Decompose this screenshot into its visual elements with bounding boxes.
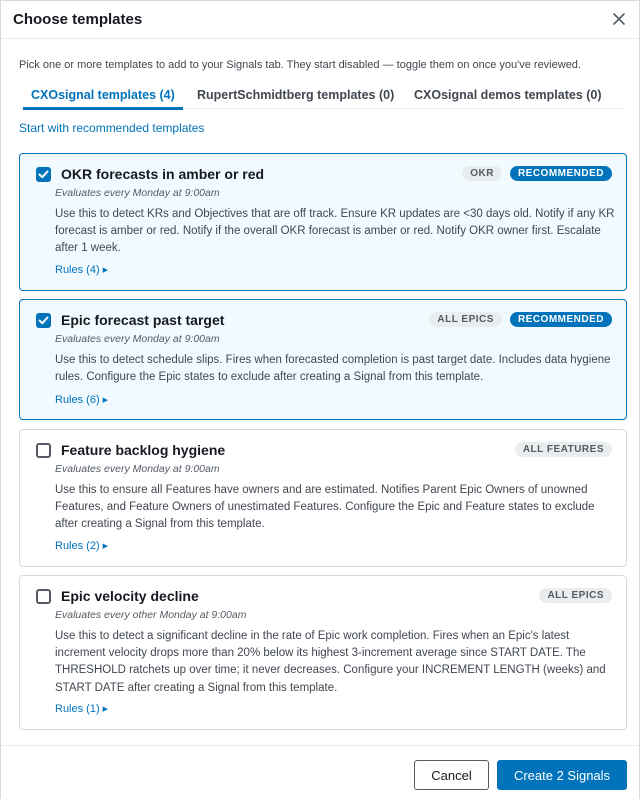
template-badges <box>539 588 612 603</box>
template-description: Use this to detect KRs and Objectives that are off track. Ensure KR updates are <30 days old. Notify if any KR forecast is amber or red. Notify if the overall OKR forecast is amber or red. Notify OKR owner first. Escalate after 1 week. <box>55 208 615 255</box>
template-schedule: Evaluates every other Monday at 9:00am <box>55 609 247 621</box>
template-description: Use this to detect schedule slips. Fires when forecasted completion is past target date. Includes data hygiene rules. Configure the Epic states to exclude after creating a Signal from this template. <box>55 354 611 384</box>
caret-right-icon: ▶ <box>102 267 109 274</box>
template-title: Epic velocity decline <box>61 588 199 604</box>
dialog-title: Choose templates <box>13 11 143 28</box>
rules-expander[interactable] <box>55 264 108 276</box>
template-badges <box>515 442 612 457</box>
template-schedule: Evaluates every Monday at 9:00am <box>55 333 220 345</box>
dialog-footer <box>1 745 639 799</box>
badge-recommended: RECOMMENDED <box>510 312 612 327</box>
caret-right-icon: ▶ <box>102 397 109 404</box>
template-title: Feature backlog hygiene <box>61 442 226 458</box>
rules-label: Rules (4) <box>55 264 100 276</box>
caret-right-icon: ▶ <box>102 706 109 713</box>
caret-right-icon: ▶ <box>102 543 109 550</box>
cancel-button[interactable]: Cancel <box>414 760 489 790</box>
template-checkbox[interactable] <box>36 589 51 604</box>
badge-all-epics: ALL EPICS <box>539 588 612 603</box>
template-card-epic-forecast[interactable] <box>19 299 627 420</box>
badge-recommended: RECOMMENDED <box>510 166 612 181</box>
template-checkbox[interactable] <box>36 313 51 328</box>
template-schedule: Evaluates every Monday at 9:00am <box>55 187 220 199</box>
badge-all-features: ALL FEATURES <box>515 442 612 457</box>
template-schedule: Evaluates every Monday at 9:00am <box>55 463 220 475</box>
template-card-epic-velocity[interactable] <box>19 575 627 730</box>
create-signals-button[interactable]: Create 2 Signals <box>497 760 627 790</box>
template-title: OKR forecasts in amber or red <box>61 166 265 182</box>
badge-okr: OKR <box>462 166 502 181</box>
template-description: Use this to detect a significant decline in the rate of Epic work completion. Fires when an Epic's latest increment velocity drops more than 20% below its highest 3-increment average since START DATE. The THRESHOLD ratchets up over time; it never decreases. Configure your INCREMENT LENGTH (weeks) and START DATE after creating a Signal from this template. <box>55 630 606 694</box>
template-title: Epic forecast past target <box>61 312 225 328</box>
close-icon[interactable] <box>611 11 627 27</box>
template-checkbox[interactable] <box>36 167 51 182</box>
rules-expander[interactable] <box>55 703 108 715</box>
dialog-header <box>1 1 639 39</box>
rules-label: Rules (2) <box>55 540 100 552</box>
dialog-intro: Pick one or more templates to add to your Signals tab. They start disabled — toggle them on once you've reviewed. <box>19 59 581 71</box>
tab-cxosignal-templates[interactable]: CXOsignal templates (4) <box>31 81 175 109</box>
rules-expander[interactable] <box>55 394 108 406</box>
tab-rupertschmidtberg-templates[interactable]: RupertSchmidtberg templates (0) <box>197 88 395 102</box>
rules-label: Rules (1) <box>55 703 100 715</box>
template-checkbox[interactable] <box>36 443 51 458</box>
rules-label: Rules (6) <box>55 394 100 406</box>
start-with-recommended-link[interactable]: Start with recommended templates <box>19 121 205 135</box>
template-description: Use this to ensure all Features have owners and are estimated. Notifies Parent Epic Owners of unowned Features, and Feature Owners of unestimated Features. Configure the Epic and Feature states to exclude after creating a Signal from this template. <box>55 484 595 531</box>
template-card-okr-forecasts[interactable] <box>19 153 627 291</box>
template-badges <box>462 166 612 181</box>
badge-all-epics: ALL EPICS <box>429 312 502 327</box>
template-badges <box>429 312 612 327</box>
template-tabs <box>19 81 623 109</box>
rules-expander[interactable] <box>55 540 108 552</box>
tab-cxosignal-demos-templates[interactable]: CXOsignal demos templates (0) <box>414 88 602 102</box>
template-card-feature-backlog[interactable] <box>19 429 627 567</box>
